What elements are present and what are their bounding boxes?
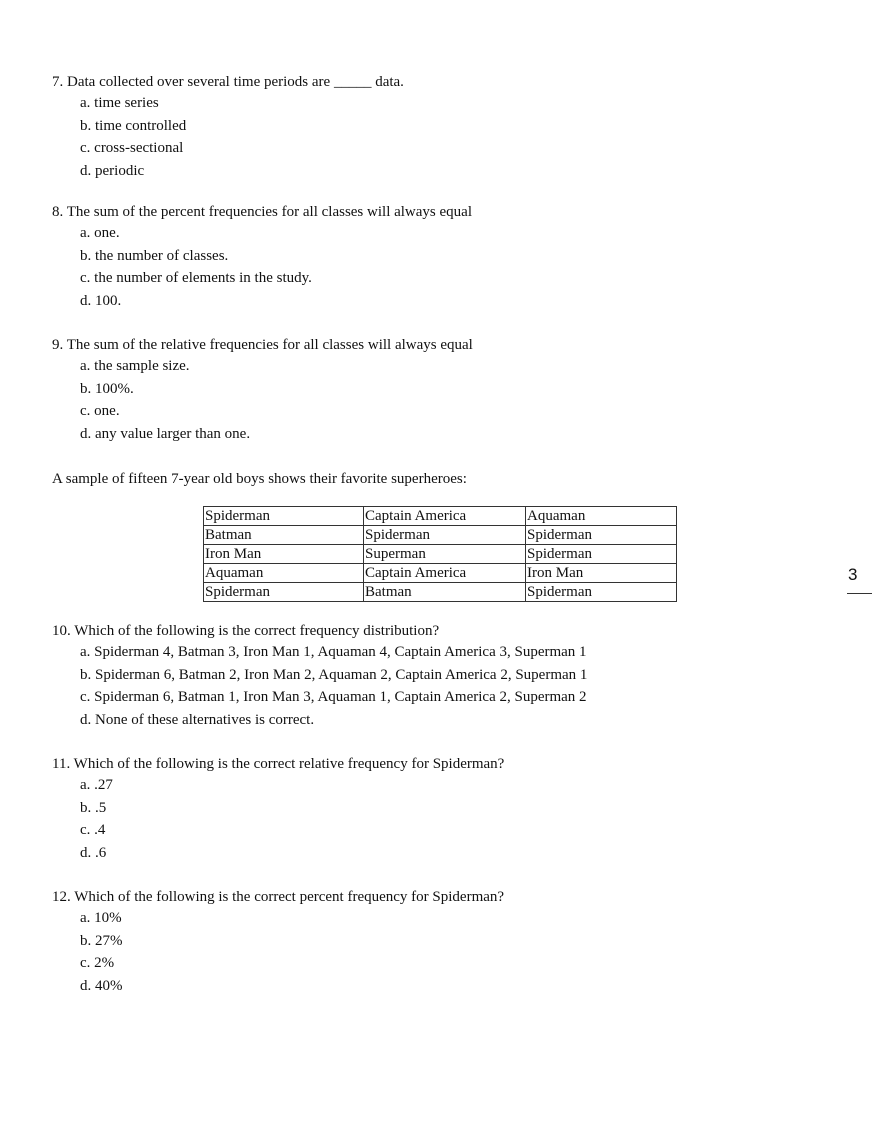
table-cell: Spiderman [526, 583, 677, 602]
question-stem: 11. Which of the following is the correct relative frequency for Spiderman? [52, 756, 505, 772]
answer-option: a. time series [80, 95, 159, 111]
answer-option: c. Spiderman 6, Batman 1, Iron Man 3, Aquaman 1, Captain America 2, Superman 2 [80, 689, 587, 705]
table-cell: Iron Man [204, 545, 364, 564]
table-cell: Batman [204, 526, 364, 545]
answer-option: c. cross-sectional [80, 140, 184, 156]
question-stem: 10. Which of the following is the correct frequency distribution? [52, 623, 440, 639]
answer-option: a. 10% [80, 910, 122, 926]
question-7 [52, 72, 404, 182]
answer-option: d. any value larger than one. [80, 425, 251, 442]
table-cell: Batman [364, 583, 526, 602]
table-cell: Spiderman [204, 583, 364, 602]
answer-option: b. time controlled [80, 117, 187, 134]
answer-option: a. the sample size. [80, 358, 190, 374]
answer-option: b. 100%. [80, 380, 134, 397]
table-cell: Aquaman [204, 564, 364, 583]
table-cell: Aquaman [526, 507, 677, 526]
answer-option: d. 100. [80, 292, 122, 309]
page-number-rule [847, 593, 872, 594]
question-12 [52, 887, 504, 997]
answer-option: a. Spiderman 4, Batman 3, Iron Man 1, Aquaman 4, Captain America 3, Superman 1 [80, 644, 587, 660]
answer-option: b. Spiderman 6, Batman 2, Iron Man 2, Aquaman 2, Captain America 2, Superman 1 [80, 666, 588, 683]
table-cell: Captain America [364, 507, 526, 526]
table-cell: Iron Man [526, 564, 677, 583]
question-10 [52, 621, 587, 731]
table-cell: Spiderman [526, 526, 677, 545]
table-cell: Superman [364, 545, 526, 564]
superheroes-table [203, 506, 677, 602]
question-stem: 9. The sum of the relative frequencies for all classes will always equal [52, 337, 473, 353]
answer-option: c. one. [80, 403, 120, 419]
question-stem: 8. The sum of the percent frequencies for all classes will always equal [52, 204, 472, 220]
table-row [204, 507, 677, 526]
answer-option: d. .6 [80, 844, 107, 861]
answer-option: b. 27% [80, 932, 123, 949]
answer-option: b. .5 [80, 799, 107, 816]
question-11 [52, 754, 504, 864]
answer-option: c. the number of elements in the study. [80, 270, 312, 286]
table-cell: Captain America [364, 564, 526, 583]
answer-option: c. .4 [80, 822, 106, 838]
table-row [204, 583, 677, 602]
answer-option: c. 2% [80, 955, 115, 971]
answer-option: d. None of these alternatives is correct. [80, 711, 315, 728]
table-row [204, 526, 677, 545]
answer-option: d. 40% [80, 977, 123, 994]
question-stem: 12. Which of the following is the correct percent frequency for Spiderman? [52, 889, 505, 905]
question-stem: 7. Data collected over several time periods are _____ data. [52, 74, 404, 90]
table-row [204, 564, 677, 583]
page-number: 3 [848, 565, 858, 584]
table-row [204, 545, 677, 564]
question-8 [52, 202, 472, 312]
table-cell: Spiderman [526, 545, 677, 564]
answer-option: a. .27 [80, 777, 113, 793]
table-cell: Spiderman [364, 526, 526, 545]
table-intro: A sample of fifteen 7-year old boys shows their favorite superheroes: [52, 471, 467, 487]
answer-option: a. one. [80, 225, 120, 241]
answer-option: b. the number of classes. [80, 247, 229, 264]
question-9 [52, 335, 473, 445]
table-cell: Spiderman [204, 507, 364, 526]
answer-option: d. periodic [80, 162, 145, 179]
